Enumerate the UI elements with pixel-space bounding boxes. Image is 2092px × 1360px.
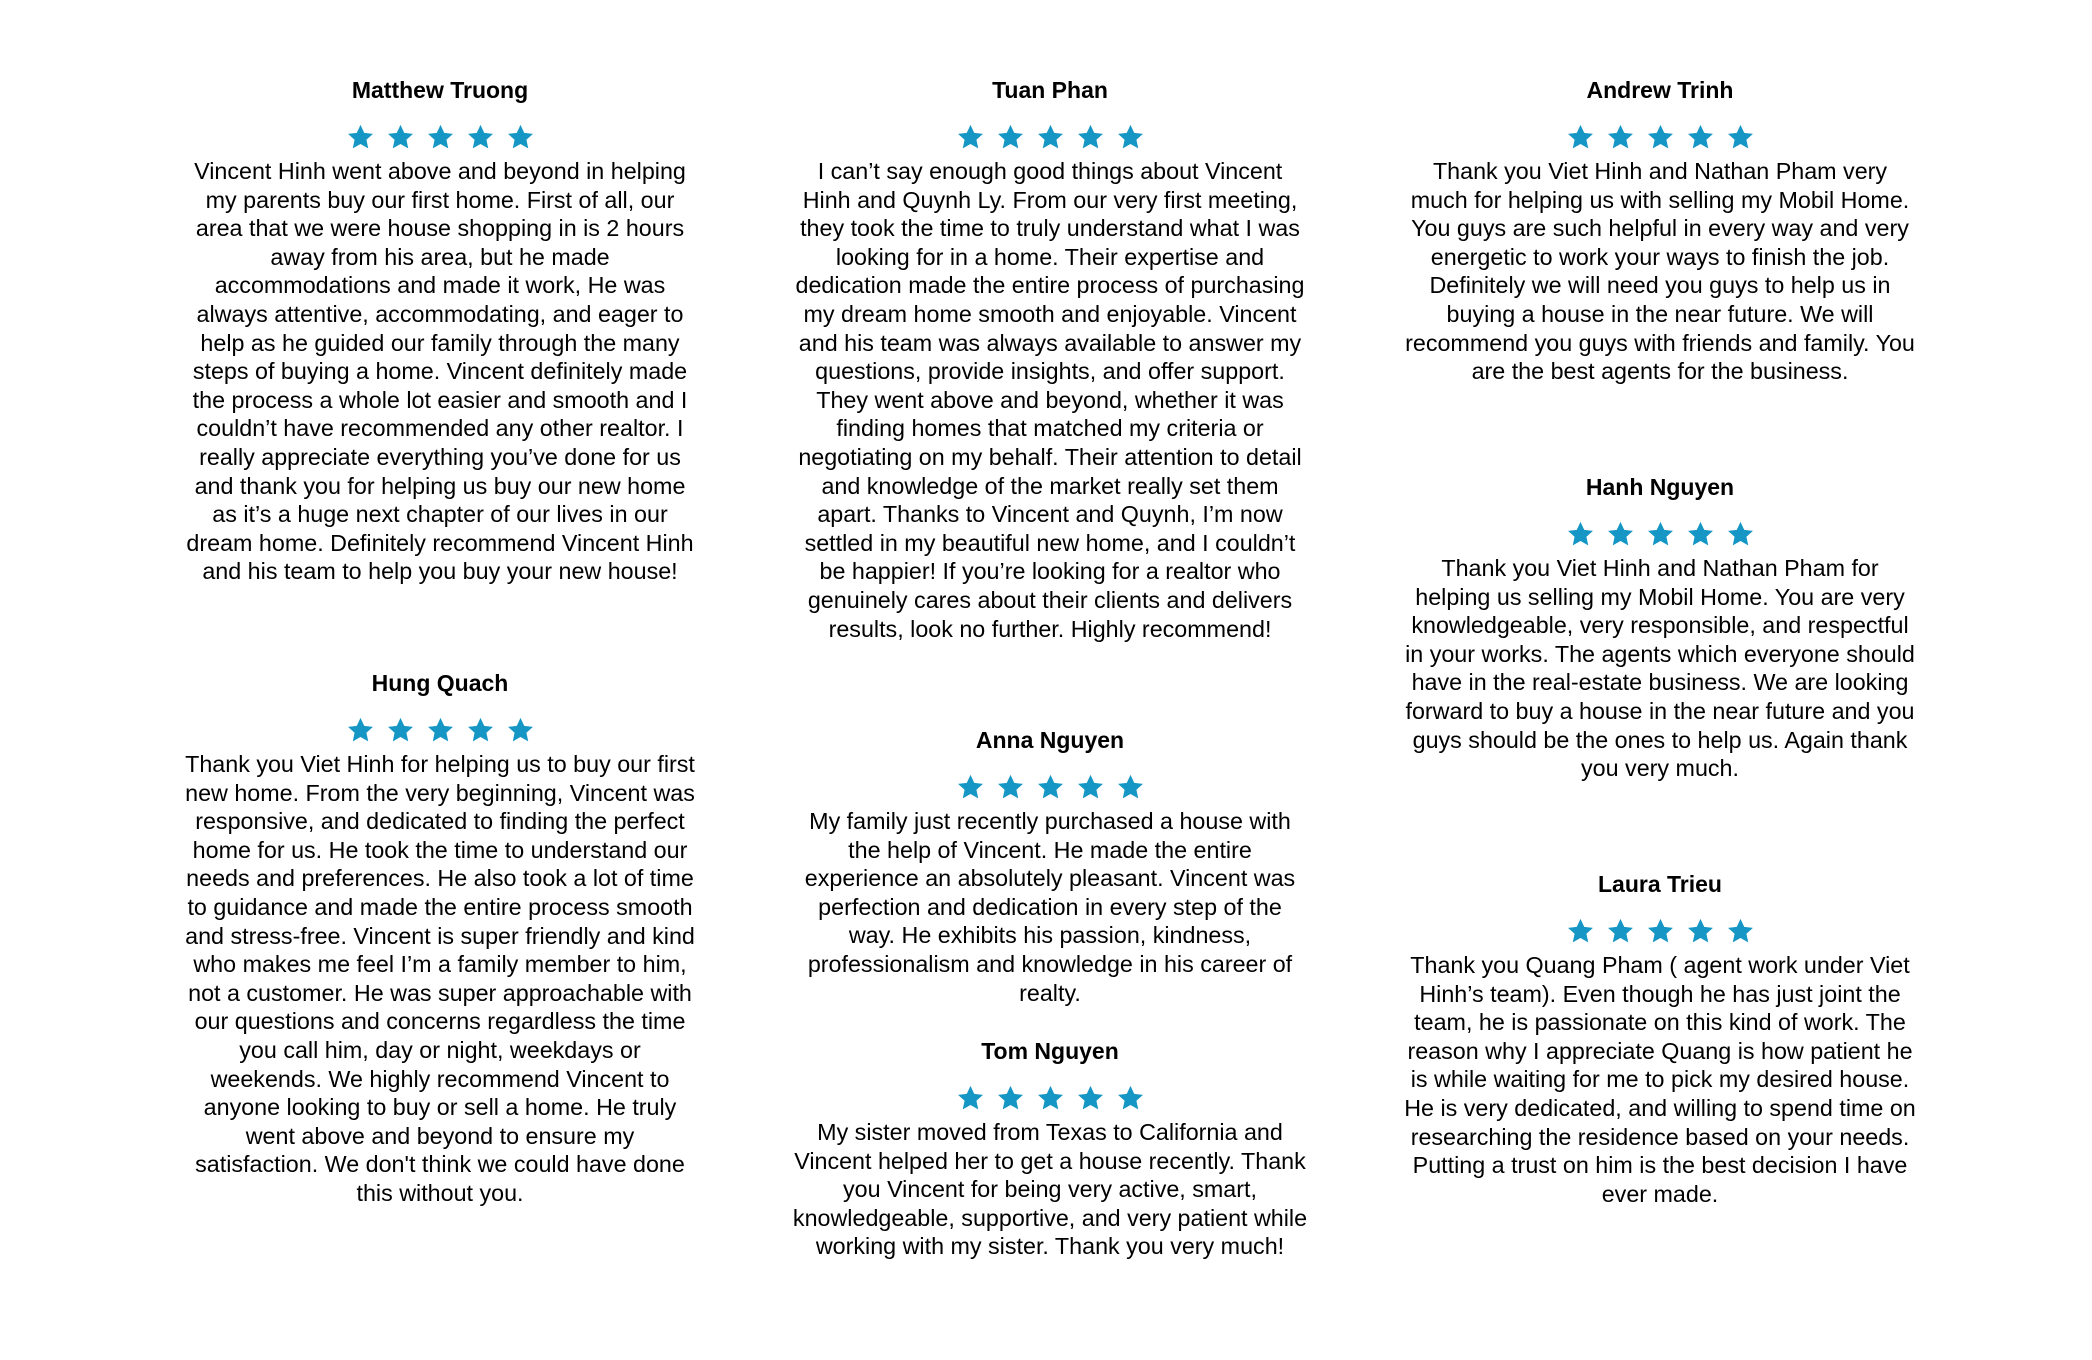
star-icon (1076, 1084, 1105, 1113)
star-icon (1686, 123, 1715, 152)
star-icon (1686, 520, 1715, 549)
star-icon (466, 716, 495, 745)
star-rating (1400, 117, 1920, 157)
star-rating (790, 1078, 1310, 1118)
star-rating (790, 767, 1310, 807)
star-icon (1076, 773, 1105, 802)
reviewer-name: Andrew Trinh (1586, 77, 1734, 103)
reviewer-name: Anna Nguyen (975, 727, 1125, 753)
reviews-grid (0, 60, 2092, 1360)
star-icon (346, 716, 375, 745)
star-icon (1566, 520, 1595, 549)
star-rating (790, 117, 1310, 157)
review-text: My sister moved from Texas to California and Vincent helped her to get a house recently. Thank you Vincent for being very active, smart, knowledgeable, supportive, and very patient while working with my sister. Thank you very much! (792, 1119, 1308, 1260)
review-card (790, 1036, 1310, 1261)
review-text: Vincent Hinh went above and beyond in helping my parents buy our first home. First of all, our area that we were house shopping in is 2 hours away from his area, but he made accommodations and made it work, He was always attentive, accommodating, and eager to help as he guided our family through the many steps of buying a home. Vincent definitely made the process a whole lot easier and smooth and I couldn’t have recommended any other realtor. I really appreciate everything you’ve done for us and thank you for helping us buy our new home as it’s a huge next chapter of our lives in our dream home. Definitely recommend Vincent Hinh and his team to help you buy your new house! (186, 158, 694, 585)
star-icon (1606, 123, 1635, 152)
star-icon (346, 123, 375, 152)
star-icon (996, 1084, 1025, 1113)
review-text: Thank you Viet Hinh and Nathan Pham very much for helping us with selling my Mobil Home. You guys are such helpful in every way and very energetic to work your ways to finish the job. Definitely we will need you guys to help us in buying a house in the near future. We will recommend you guys with friends and family. You are the best agents for the business. (1405, 158, 1915, 385)
star-icon (956, 1084, 985, 1113)
star-icon (426, 123, 455, 152)
review-card (1400, 75, 1920, 386)
star-icon (386, 123, 415, 152)
star-rating (180, 710, 700, 750)
star-icon (506, 716, 535, 745)
star-icon (1076, 123, 1105, 152)
reviewer-name: Tom Nguyen (981, 1038, 1119, 1064)
star-rating (180, 117, 700, 157)
star-icon (1116, 773, 1145, 802)
star-icon (1726, 520, 1755, 549)
star-icon (1646, 520, 1675, 549)
star-icon (1726, 917, 1755, 946)
star-icon (1686, 917, 1715, 946)
review-text: Thank you Viet Hinh and Nathan Pham for helping us selling my Mobil Home. You are very knowledgeable, very responsible, and respectful in your works. The agents which everyone should have in the real-estate business. We are looking forward to buy a house in the near future and you guys should be the ones to help us. Again thank you very much. (1405, 555, 1915, 782)
star-icon (466, 123, 495, 152)
review-text: My family just recently purchased a house with the help of Vincent. He made the entire experience an absolutely pleasant. Vincent was perfection and dedication in every step of the way. He exhibits his passion, kindness, professionalism and knowledge in his career of realty. (804, 808, 1296, 1006)
star-icon (386, 716, 415, 745)
star-rating (1400, 514, 1920, 554)
star-icon (1116, 123, 1145, 152)
review-card (790, 75, 1310, 643)
review-card (1400, 869, 1920, 1208)
star-icon (1036, 773, 1065, 802)
star-icon (996, 773, 1025, 802)
reviewer-name: Laura Trieu (1598, 871, 1722, 897)
star-icon (1646, 917, 1675, 946)
star-icon (1646, 123, 1675, 152)
review-card (180, 668, 700, 1208)
star-icon (1036, 1084, 1065, 1113)
star-icon (1606, 917, 1635, 946)
star-icon (1606, 520, 1635, 549)
review-text: Thank you Quang Pham ( agent work under Viet Hinh’s team). Even though he has just joint the team, he is passionate on this kind of work. The reason why I appreciate Quang is how patient he is while waiting for me to pick my desired house. He is very dedicated, and willing to spend time on researching the residence based on your needs. Putting a trust on him is the best decision I have ever made. (1404, 952, 1916, 1207)
star-icon (1116, 1084, 1145, 1113)
reviewer-name: Hung Quach (371, 670, 509, 696)
star-icon (956, 773, 985, 802)
star-icon (506, 123, 535, 152)
review-text: I can’t say enough good things about Vincent Hinh and Quynh Ly. From our very first meeting, they took the time to truly understand what I was looking for in a home. Their expertise and dedication made the entire process of purchasing my dream home smooth and enjoyable. Vincent and his team was always available to answer my questions, provide insights, and offer support. They went above and beyond, whether it was finding homes that matched my criteria or negotiating on my behalf. Their attention to detail and knowledge of the market really set them apart. Thanks to Vincent and Quynh, I’m now settled in my beautiful new home, and I couldn’t be happier! If you’re looking for a realtor who genuinely cares about their clients and delivers results, look no further. Highly recommend! (795, 158, 1305, 642)
star-icon (1566, 123, 1595, 152)
star-icon (426, 716, 455, 745)
star-rating (1400, 911, 1920, 951)
review-text: Thank you Viet Hinh for helping us to buy our first new home. From the very beginning, Vincent was responsive, and dedicated to finding the perfect home for us. He took the time to understand our needs and preferences. He also took a lot of time to guidance and made the entire process smooth and stress-free. Vincent is super friendly and kind who makes me feel I’m a family member to him, not a customer. He was super approachable with our questions and concerns regardless the time you call him, day or night, weekdays or weekends. We highly recommend Vincent to anyone looking to buy or sell a home. He truly went above and beyond to ensure my satisfaction. We don't think we could have done this without you. (185, 751, 695, 1206)
review-card (1400, 472, 1920, 783)
star-icon (1566, 917, 1595, 946)
reviewer-name: Matthew Truong (351, 77, 529, 103)
review-card (180, 75, 700, 586)
reviewer-name: Tuan Phan (992, 77, 1108, 103)
star-icon (996, 123, 1025, 152)
star-icon (1726, 123, 1755, 152)
star-icon (1036, 123, 1065, 152)
reviewer-name: Hanh Nguyen (1585, 474, 1735, 500)
review-card (790, 725, 1310, 1007)
star-icon (956, 123, 985, 152)
